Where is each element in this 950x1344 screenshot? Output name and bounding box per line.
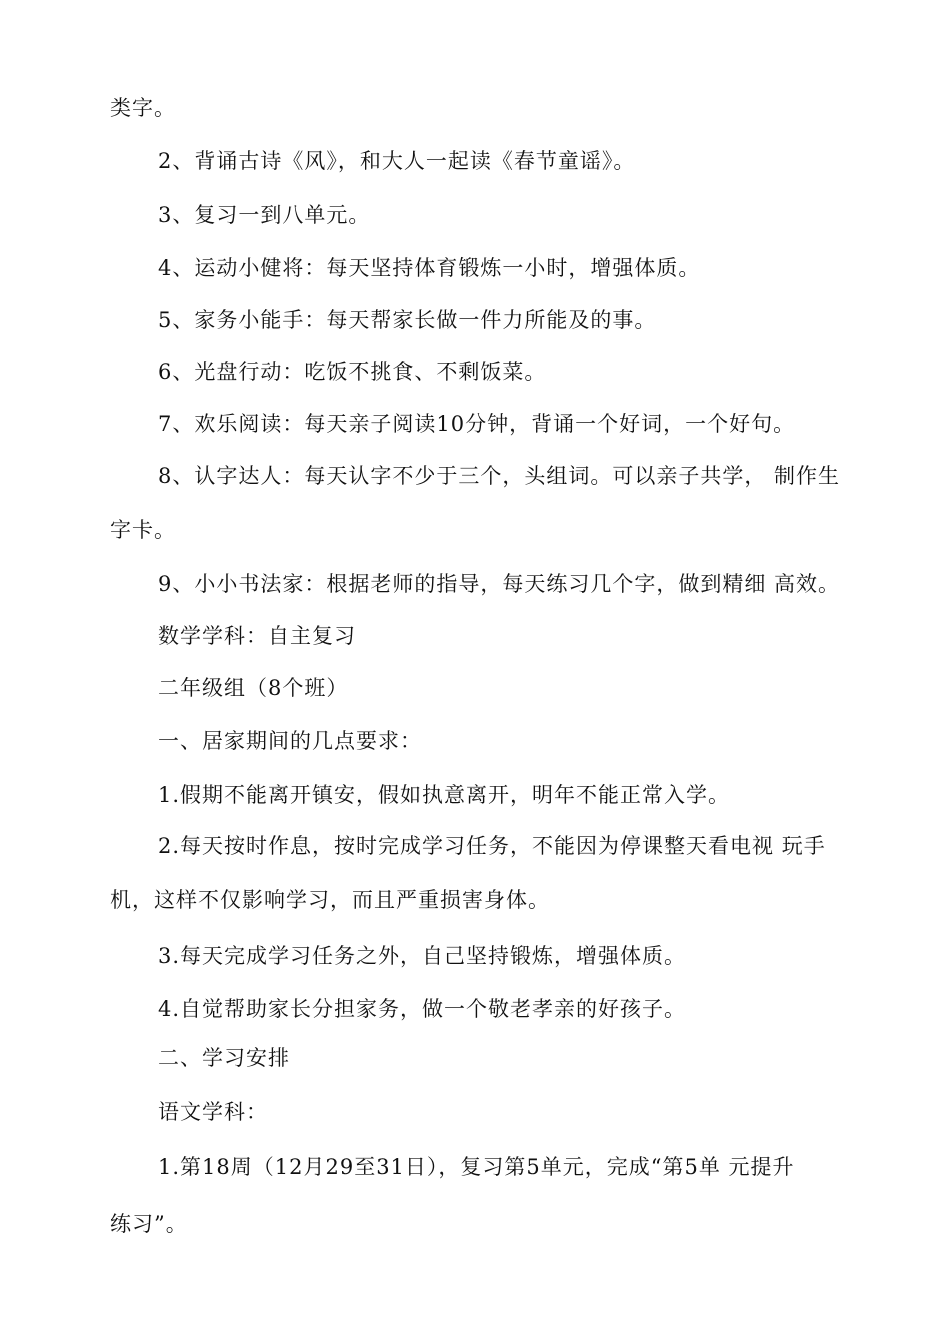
section-heading: 二年级组（8个班） [158, 676, 349, 700]
text-line: 2.每天按时作息，按时完成学习任务，不能因为停课整天看电视 玩手 [158, 834, 826, 858]
text-line: 2、背诵古诗《风》，和大人一起读《春节童谣》。 [158, 149, 636, 173]
text-line: 机，这样不仅影响学习，而且严重损害身体。 [110, 888, 550, 912]
text-line: 4、运动小健将：每天坚持体育锻炼一小时，增强体质。 [158, 256, 701, 280]
text-line: 练习”。 [110, 1212, 188, 1236]
text-line: 类字。 [110, 96, 176, 120]
text-line: 7、欢乐阅读：每天亲子阅读10分钟，背诵一个好词，一个好句。 [158, 412, 796, 436]
text-line: 3、复习一到八单元。 [158, 203, 371, 227]
text-line: 1.第18周（12月29至31日），复习第5单元，完成“第5单 元提升 [158, 1155, 795, 1179]
text-line: 3.每天完成学习任务之外，自己坚持锻炼，增强体质。 [158, 944, 687, 968]
section-heading: 一、居家期间的几点要求： [158, 729, 422, 753]
text-line: 1.假期不能离开镇安，假如执意离开，明年不能正常入学。 [158, 783, 731, 807]
text-line: 字卡。 [110, 518, 176, 542]
text-line: 5、家务小能手：每天帮家长做一件力所能及的事。 [158, 308, 657, 332]
text-line: 4.自觉帮助家长分担家务，做一个敬老孝亲的好孩子。 [158, 997, 687, 1021]
section-heading: 语文学科： [158, 1100, 268, 1124]
text-line: 6、光盘行动：吃饭不挑食、不剩饭菜。 [158, 360, 547, 384]
text-line: 8、认字达人：每天认字不少于三个，头组词。可以亲子共学， 制作生 [158, 464, 841, 488]
section-heading: 二、学习安排 [158, 1046, 290, 1070]
text-line: 9、小小书法家：根据老师的指导，每天练习几个字，做到精细 高效。 [158, 572, 841, 596]
section-heading: 数学学科：自主复习 [158, 624, 356, 648]
